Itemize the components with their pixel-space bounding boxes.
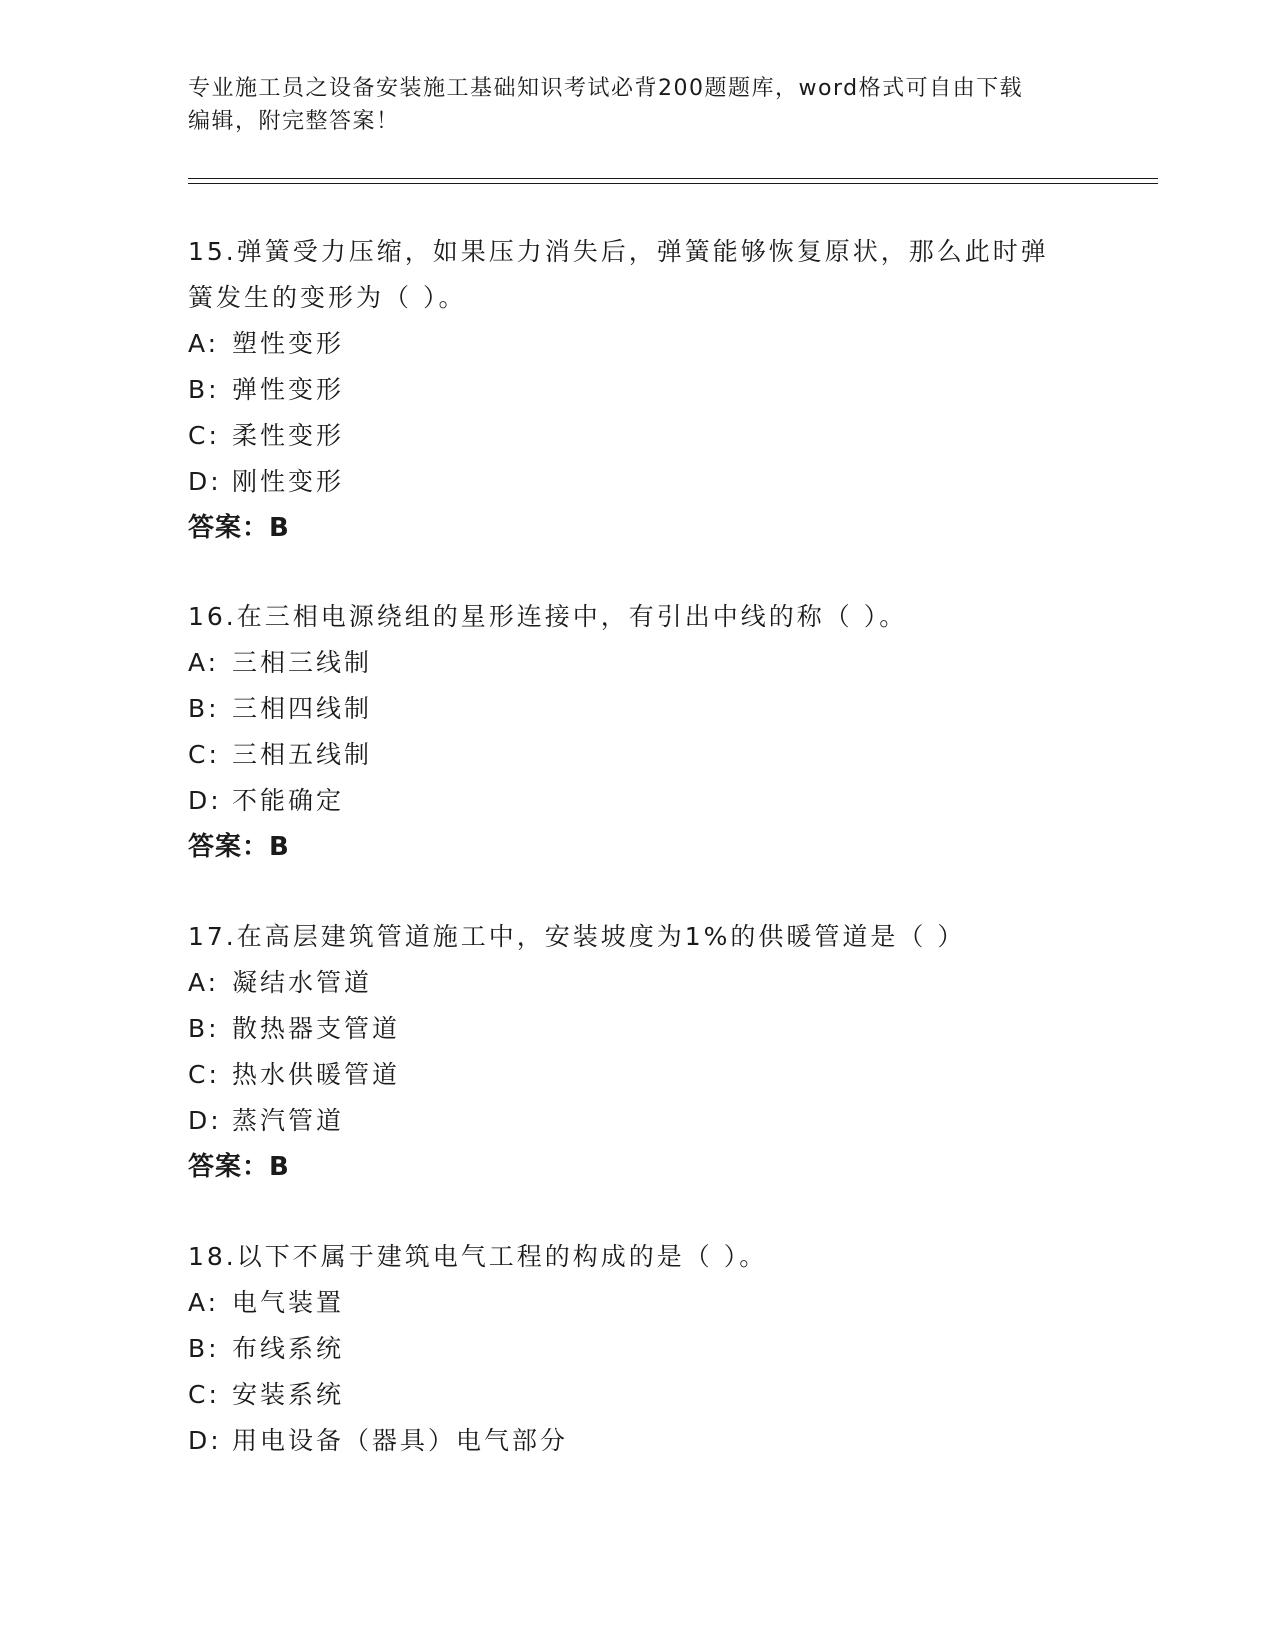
option-text: 布线系统 [232, 1334, 345, 1363]
option-text: 凝结水管道 [232, 968, 373, 997]
option-text: 三相五线制 [232, 740, 373, 769]
option-key: A: [188, 329, 220, 358]
option-c [188, 413, 1088, 459]
answer-line: 答案：B [188, 513, 290, 543]
option-key: D: [188, 786, 222, 815]
question-16 [188, 594, 1088, 870]
question-stem-line: 簧发生的变形为（ ）。 [188, 283, 467, 312]
option-key: B: [188, 1014, 220, 1043]
header-line-2: 编辑，附完整答案！ [188, 109, 400, 134]
option-c [188, 1372, 1088, 1418]
option-b [188, 1326, 1088, 1372]
option-text: 散热器支管道 [232, 1014, 401, 1043]
option-text: 三相三线制 [232, 648, 373, 677]
option-a [188, 1280, 1088, 1326]
option-d [188, 459, 1088, 505]
option-a [188, 321, 1088, 367]
option-text: 塑性变形 [232, 329, 345, 358]
option-key: C: [188, 1380, 220, 1409]
option-key: D: [188, 1426, 222, 1455]
answer-line: 答案：B [188, 832, 290, 862]
option-text: 弹性变形 [232, 375, 345, 404]
option-c [188, 732, 1088, 778]
option-text: 安装系统 [232, 1380, 345, 1409]
option-key: B: [188, 375, 220, 404]
option-key: C: [188, 421, 220, 450]
option-key: B: [188, 1334, 220, 1363]
option-text: 柔性变形 [232, 421, 345, 450]
option-key: C: [188, 1060, 220, 1089]
document-header [188, 72, 1068, 138]
option-b [188, 686, 1088, 732]
option-c [188, 1052, 1088, 1098]
question-stem-line: 16.在三相电源绕组的星形连接中，有引出中线的称（ ）。 [188, 602, 908, 631]
option-key: D: [188, 1106, 222, 1135]
option-b [188, 367, 1088, 413]
option-text: 热水供暖管道 [232, 1060, 401, 1089]
option-text: 不能确定 [232, 786, 345, 815]
header-divider-bottom [188, 183, 1158, 184]
header-divider-top [188, 178, 1158, 179]
option-b [188, 1006, 1088, 1052]
question-stem-line: 18.以下不属于建筑电气工程的构成的是（ ）。 [188, 1242, 768, 1271]
option-text: 电气装置 [232, 1288, 345, 1317]
question-18 [188, 1234, 1088, 1464]
option-key: C: [188, 740, 220, 769]
header-line-1: 专业施工员之设备安装施工基础知识考试必背200题题库，word格式可自由下载 [188, 76, 1024, 101]
option-text: 用电设备（器具）电气部分 [232, 1426, 569, 1455]
question-17 [188, 914, 1088, 1190]
answer-line: 答案：B [188, 1152, 290, 1182]
option-text: 刚性变形 [232, 467, 345, 496]
option-d [188, 1418, 1088, 1464]
option-key: A: [188, 968, 220, 997]
question-stem-line: 17.在高层建筑管道施工中，安装坡度为1%的供暖管道是（ ） [188, 922, 966, 951]
option-a [188, 960, 1088, 1006]
question-stem-line: 15.弹簧受力压缩，如果压力消失后，弹簧能够恢复原状，那么此时弹 [188, 237, 1049, 266]
option-text: 蒸汽管道 [232, 1106, 345, 1135]
option-text: 三相四线制 [232, 694, 373, 723]
option-d [188, 778, 1088, 824]
option-key: B: [188, 694, 220, 723]
option-key: A: [188, 648, 220, 677]
option-key: A: [188, 1288, 220, 1317]
option-key: D: [188, 467, 222, 496]
option-a [188, 640, 1088, 686]
question-15 [188, 229, 1088, 551]
option-d [188, 1098, 1088, 1144]
